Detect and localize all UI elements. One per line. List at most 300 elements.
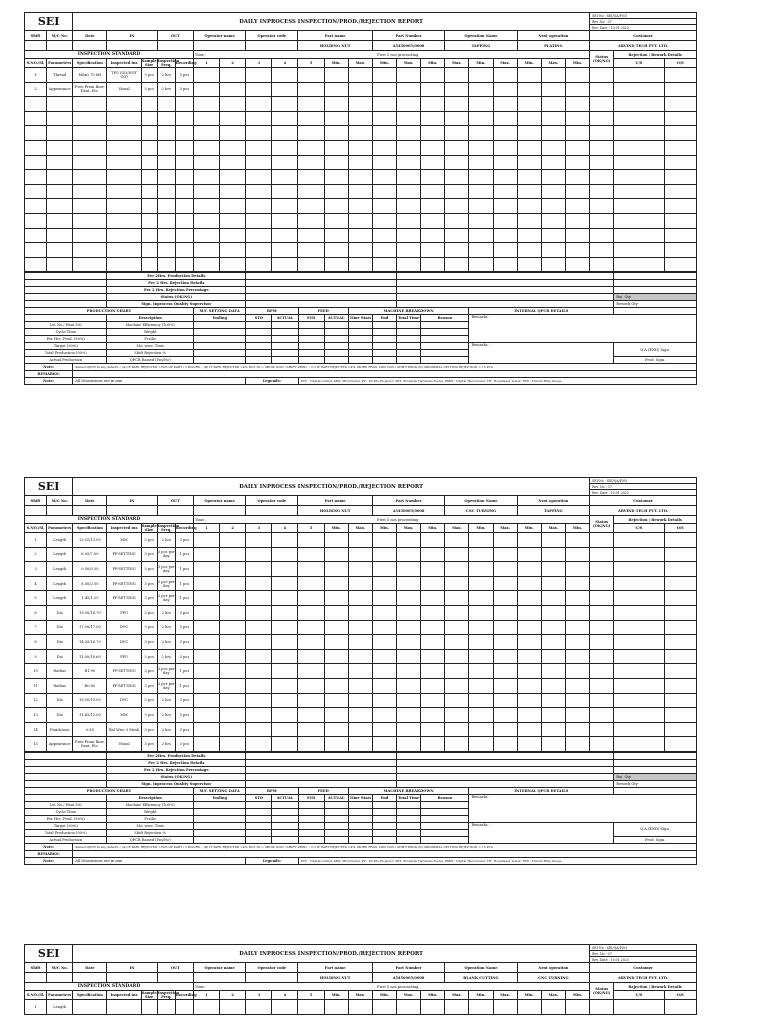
reading-input[interactable] (517, 126, 541, 141)
reading-input[interactable] (298, 155, 324, 170)
reading-input[interactable] (517, 533, 541, 548)
reading-input[interactable] (469, 170, 493, 185)
time-input[interactable] (372, 322, 396, 329)
reading-input[interactable] (541, 693, 565, 708)
setting-input[interactable] (324, 815, 348, 822)
over-size-input[interactable] (664, 213, 696, 228)
reading-input[interactable] (517, 576, 541, 591)
reading-input[interactable] (220, 649, 246, 664)
reading-input[interactable] (220, 213, 246, 228)
summary-input[interactable] (397, 759, 614, 766)
reading-input[interactable] (493, 82, 517, 97)
reading-input[interactable] (469, 664, 493, 679)
reading-input[interactable] (421, 155, 445, 170)
reading-input[interactable] (397, 693, 421, 708)
reading-input[interactable] (517, 547, 541, 562)
reading-input[interactable] (246, 562, 272, 577)
reading-input[interactable] (298, 591, 324, 606)
reading-input[interactable] (541, 678, 565, 693)
over-size-input[interactable] (664, 562, 696, 577)
reading-input[interactable] (541, 243, 565, 258)
time-input[interactable] (372, 329, 396, 336)
reading-input[interactable] (565, 547, 589, 562)
reading-input[interactable] (272, 591, 298, 606)
reading-input[interactable] (372, 722, 396, 737)
remarks-input[interactable] (73, 850, 697, 857)
reading-input[interactable] (193, 708, 219, 723)
reading-input[interactable] (193, 140, 219, 155)
reading-input[interactable] (324, 243, 348, 258)
reading-input[interactable] (445, 605, 469, 620)
header-input[interactable] (25, 41, 47, 51)
reading-input[interactable] (324, 228, 348, 243)
reading-input[interactable] (193, 649, 219, 664)
time-input[interactable] (397, 829, 421, 836)
under-size-input[interactable] (614, 678, 664, 693)
time-input[interactable] (372, 815, 396, 822)
setting-input[interactable] (272, 815, 298, 822)
reading-input[interactable] (372, 649, 396, 664)
reading-input[interactable] (590, 562, 614, 577)
reading-input[interactable] (565, 213, 589, 228)
reading-input[interactable] (445, 635, 469, 650)
reading-input[interactable] (372, 620, 396, 635)
reading-input[interactable] (445, 591, 469, 606)
reason-input[interactable] (421, 822, 469, 829)
setting-input[interactable] (246, 336, 272, 343)
setting-input[interactable] (348, 822, 372, 829)
reading-input[interactable] (493, 228, 517, 243)
reading-input[interactable] (298, 649, 324, 664)
reading-input[interactable] (348, 111, 372, 126)
setting-input[interactable] (193, 329, 245, 336)
reading-input[interactable] (372, 199, 396, 214)
reading-input[interactable] (565, 620, 589, 635)
reading-input[interactable] (298, 170, 324, 185)
reading-input[interactable] (590, 576, 614, 591)
over-size-input[interactable] (664, 635, 696, 650)
reading-input[interactable] (272, 68, 298, 83)
reading-input[interactable] (445, 533, 469, 548)
setting-input[interactable] (246, 829, 272, 836)
reading-input[interactable] (246, 678, 272, 693)
reading-input[interactable] (298, 635, 324, 650)
under-size-input[interactable] (614, 693, 664, 708)
reading-input[interactable] (590, 111, 614, 126)
reading-input[interactable] (272, 228, 298, 243)
under-size-input[interactable] (614, 97, 664, 112)
reading-input[interactable] (246, 257, 272, 272)
reading-input[interactable] (193, 635, 219, 650)
under-size-input[interactable] (614, 708, 664, 723)
reading-input[interactable] (541, 68, 565, 83)
summary-input[interactable] (614, 752, 697, 759)
setting-input[interactable] (324, 822, 348, 829)
reading-input[interactable] (445, 737, 469, 752)
over-size-input[interactable] (664, 1000, 696, 1015)
reading-input[interactable] (541, 228, 565, 243)
reading-input[interactable] (493, 126, 517, 141)
reason-input[interactable] (421, 343, 469, 350)
reading-input[interactable] (421, 140, 445, 155)
reading-input[interactable] (517, 693, 541, 708)
reading-input[interactable] (421, 708, 445, 723)
reading-input[interactable] (348, 82, 372, 97)
reading-input[interactable] (565, 562, 589, 577)
reading-input[interactable] (397, 140, 421, 155)
summary-input[interactable] (397, 780, 614, 787)
over-size-input[interactable] (664, 533, 696, 548)
reading-input[interactable] (324, 170, 348, 185)
reading-input[interactable] (469, 576, 493, 591)
over-size-input[interactable] (664, 170, 696, 185)
summary-input[interactable] (614, 766, 697, 773)
setting-input[interactable] (298, 836, 324, 843)
time-input[interactable] (372, 350, 396, 357)
reading-input[interactable] (565, 533, 589, 548)
header-input[interactable] (193, 41, 245, 51)
reading-input[interactable] (421, 649, 445, 664)
setting-input[interactable] (324, 808, 348, 815)
over-size-input[interactable] (664, 708, 696, 723)
reading-input[interactable] (565, 97, 589, 112)
reading-input[interactable] (220, 533, 246, 548)
reading-input[interactable] (272, 605, 298, 620)
reading-input[interactable] (590, 68, 614, 83)
reading-input[interactable] (246, 228, 272, 243)
reading-input[interactable] (220, 155, 246, 170)
reading-input[interactable] (445, 228, 469, 243)
reading-input[interactable] (272, 533, 298, 548)
time-input[interactable] (372, 343, 396, 350)
over-size-input[interactable] (664, 649, 696, 664)
reading-input[interactable] (372, 228, 396, 243)
reading-input[interactable] (397, 664, 421, 679)
reading-input[interactable] (565, 170, 589, 185)
reading-input[interactable] (445, 620, 469, 635)
reading-input[interactable] (421, 562, 445, 577)
reading-input[interactable] (324, 1000, 348, 1015)
summary-input[interactable] (614, 287, 697, 294)
reading-input[interactable] (541, 591, 565, 606)
time-input[interactable] (397, 322, 421, 329)
setting-input[interactable] (246, 808, 272, 815)
summary-input[interactable] (614, 280, 697, 287)
time-input[interactable] (397, 815, 421, 822)
reading-input[interactable] (348, 620, 372, 635)
reading-input[interactable] (421, 243, 445, 258)
reading-input[interactable] (193, 126, 219, 141)
reading-input[interactable] (348, 737, 372, 752)
reading-input[interactable] (517, 591, 541, 606)
reading-input[interactable] (372, 155, 396, 170)
setting-input[interactable] (324, 357, 348, 364)
reason-input[interactable] (421, 836, 469, 843)
reading-input[interactable] (517, 213, 541, 228)
reading-input[interactable] (493, 737, 517, 752)
reading-input[interactable] (324, 620, 348, 635)
summary-input[interactable] (246, 273, 397, 280)
reading-input[interactable] (348, 533, 372, 548)
reading-input[interactable] (324, 722, 348, 737)
reason-input[interactable] (421, 801, 469, 808)
reading-input[interactable] (324, 649, 348, 664)
header-input[interactable] (157, 41, 193, 51)
reading-input[interactable] (493, 533, 517, 548)
reading-input[interactable] (220, 708, 246, 723)
reading-input[interactable] (193, 722, 219, 737)
setting-input[interactable] (324, 336, 348, 343)
reading-input[interactable] (372, 562, 396, 577)
setting-input[interactable] (193, 815, 245, 822)
setting-input[interactable] (246, 343, 272, 350)
reading-input[interactable] (421, 591, 445, 606)
reading-input[interactable] (397, 213, 421, 228)
setting-input[interactable] (272, 836, 298, 843)
reading-input[interactable] (397, 591, 421, 606)
reading-input[interactable] (469, 708, 493, 723)
setting-input[interactable] (348, 322, 372, 329)
setting-input[interactable] (272, 322, 298, 329)
reading-input[interactable] (272, 576, 298, 591)
setting-input[interactable] (246, 801, 272, 808)
summary-input[interactable] (614, 759, 697, 766)
reading-input[interactable] (493, 664, 517, 679)
setting-input[interactable] (246, 836, 272, 843)
reading-input[interactable] (246, 68, 272, 83)
time-input[interactable] (397, 801, 421, 808)
setting-input[interactable] (324, 829, 348, 836)
reading-input[interactable] (298, 722, 324, 737)
setting-input[interactable] (272, 822, 298, 829)
reading-input[interactable] (193, 591, 219, 606)
time-input[interactable] (397, 822, 421, 829)
reading-input[interactable] (246, 605, 272, 620)
reading-input[interactable] (220, 605, 246, 620)
reading-input[interactable] (348, 576, 372, 591)
reading-input[interactable] (469, 620, 493, 635)
over-size-input[interactable] (664, 591, 696, 606)
reading-input[interactable] (372, 170, 396, 185)
reading-input[interactable] (469, 693, 493, 708)
reading-input[interactable] (193, 97, 219, 112)
reading-input[interactable] (493, 111, 517, 126)
reading-input[interactable] (469, 140, 493, 155)
time-input[interactable] (397, 808, 421, 815)
reading-input[interactable] (220, 562, 246, 577)
header-input[interactable] (47, 41, 73, 51)
reading-input[interactable] (469, 111, 493, 126)
reading-input[interactable] (493, 605, 517, 620)
reading-input[interactable] (421, 678, 445, 693)
reading-input[interactable] (193, 605, 219, 620)
reading-input[interactable] (469, 562, 493, 577)
reading-input[interactable] (372, 605, 396, 620)
reading-input[interactable] (445, 243, 469, 258)
over-size-input[interactable] (664, 722, 696, 737)
reading-input[interactable] (590, 708, 614, 723)
reading-input[interactable] (272, 678, 298, 693)
setting-input[interactable] (193, 822, 245, 829)
reason-input[interactable] (421, 357, 469, 364)
reading-input[interactable] (272, 649, 298, 664)
time-input[interactable] (397, 329, 421, 336)
reading-input[interactable] (565, 155, 589, 170)
reading-input[interactable] (397, 68, 421, 83)
reading-input[interactable] (397, 635, 421, 650)
setting-input[interactable] (348, 829, 372, 836)
under-size-input[interactable] (614, 605, 664, 620)
header-input[interactable] (193, 973, 245, 983)
reading-input[interactable] (397, 257, 421, 272)
reading-input[interactable] (590, 243, 614, 258)
setting-input[interactable] (324, 836, 348, 843)
reading-input[interactable] (348, 170, 372, 185)
reading-input[interactable] (298, 664, 324, 679)
setting-input[interactable] (193, 801, 245, 808)
reading-input[interactable] (193, 213, 219, 228)
reading-input[interactable] (590, 737, 614, 752)
reading-input[interactable] (372, 708, 396, 723)
setting-input[interactable] (246, 822, 272, 829)
reading-input[interactable] (220, 170, 246, 185)
reading-input[interactable] (193, 693, 219, 708)
reading-input[interactable] (246, 708, 272, 723)
reading-input[interactable] (421, 1000, 445, 1015)
reading-input[interactable] (372, 126, 396, 141)
reading-input[interactable] (298, 547, 324, 562)
reading-input[interactable] (324, 184, 348, 199)
reading-input[interactable] (246, 111, 272, 126)
reading-input[interactable] (445, 257, 469, 272)
setting-input[interactable] (324, 801, 348, 808)
over-size-input[interactable] (664, 547, 696, 562)
reading-input[interactable] (272, 140, 298, 155)
reading-input[interactable] (445, 155, 469, 170)
reading-input[interactable] (397, 228, 421, 243)
time-input[interactable] (372, 336, 396, 343)
reading-input[interactable] (421, 126, 445, 141)
reading-input[interactable] (565, 1000, 589, 1015)
reading-input[interactable] (421, 184, 445, 199)
reading-input[interactable] (541, 140, 565, 155)
reading-input[interactable] (590, 82, 614, 97)
reading-input[interactable] (220, 199, 246, 214)
reading-input[interactable] (193, 68, 219, 83)
reading-input[interactable] (517, 82, 541, 97)
reading-input[interactable] (541, 257, 565, 272)
reading-input[interactable] (590, 213, 614, 228)
reading-input[interactable] (590, 678, 614, 693)
reading-input[interactable] (324, 708, 348, 723)
reading-input[interactable] (324, 97, 348, 112)
setting-input[interactable] (193, 808, 245, 815)
over-size-input[interactable] (664, 126, 696, 141)
over-size-input[interactable] (664, 664, 696, 679)
summary-input[interactable] (246, 752, 397, 759)
setting-input[interactable] (324, 350, 348, 357)
summary-input[interactable] (246, 301, 397, 308)
setting-input[interactable] (298, 336, 324, 343)
reading-input[interactable] (272, 708, 298, 723)
reading-input[interactable] (493, 562, 517, 577)
reading-input[interactable] (469, 257, 493, 272)
reading-input[interactable] (272, 126, 298, 141)
reading-input[interactable] (565, 605, 589, 620)
reading-input[interactable] (193, 82, 219, 97)
under-size-input[interactable] (614, 155, 664, 170)
over-size-input[interactable] (664, 620, 696, 635)
over-size-input[interactable] (664, 257, 696, 272)
time-input[interactable] (372, 808, 396, 815)
reading-input[interactable] (246, 184, 272, 199)
reason-input[interactable] (421, 322, 469, 329)
reading-input[interactable] (324, 605, 348, 620)
reading-input[interactable] (272, 170, 298, 185)
reading-input[interactable] (348, 635, 372, 650)
summary-input[interactable] (397, 287, 614, 294)
reading-input[interactable] (193, 678, 219, 693)
under-size-input[interactable] (614, 68, 664, 83)
reading-input[interactable] (246, 620, 272, 635)
summary-input[interactable] (397, 280, 614, 287)
reading-input[interactable] (590, 140, 614, 155)
reading-input[interactable] (193, 576, 219, 591)
reading-input[interactable] (298, 228, 324, 243)
reading-input[interactable] (220, 126, 246, 141)
reading-input[interactable] (324, 155, 348, 170)
over-size-input[interactable] (664, 199, 696, 214)
reading-input[interactable] (397, 97, 421, 112)
reading-input[interactable] (298, 693, 324, 708)
reading-input[interactable] (397, 82, 421, 97)
reading-input[interactable] (493, 170, 517, 185)
header-input[interactable] (25, 973, 47, 983)
reading-input[interactable] (421, 228, 445, 243)
reading-input[interactable] (590, 533, 614, 548)
reading-input[interactable] (421, 199, 445, 214)
reading-input[interactable] (541, 620, 565, 635)
reading-input[interactable] (493, 678, 517, 693)
reading-input[interactable] (493, 722, 517, 737)
reading-input[interactable] (324, 678, 348, 693)
reading-input[interactable] (246, 737, 272, 752)
reading-input[interactable] (272, 243, 298, 258)
reading-input[interactable] (272, 184, 298, 199)
under-size-input[interactable] (614, 547, 664, 562)
over-size-input[interactable] (664, 82, 696, 97)
reading-input[interactable] (298, 213, 324, 228)
reading-input[interactable] (298, 82, 324, 97)
reading-input[interactable] (246, 722, 272, 737)
reading-input[interactable] (324, 199, 348, 214)
reading-input[interactable] (445, 68, 469, 83)
reading-input[interactable] (469, 82, 493, 97)
reading-input[interactable] (298, 184, 324, 199)
setting-input[interactable] (193, 350, 245, 357)
reading-input[interactable] (348, 693, 372, 708)
reading-input[interactable] (493, 243, 517, 258)
reading-input[interactable] (324, 533, 348, 548)
header-input[interactable] (73, 41, 107, 51)
reading-input[interactable] (372, 737, 396, 752)
reading-input[interactable] (324, 82, 348, 97)
reading-input[interactable] (445, 213, 469, 228)
setting-input[interactable] (272, 329, 298, 336)
reading-input[interactable] (397, 562, 421, 577)
reading-input[interactable] (324, 576, 348, 591)
reading-input[interactable] (469, 533, 493, 548)
